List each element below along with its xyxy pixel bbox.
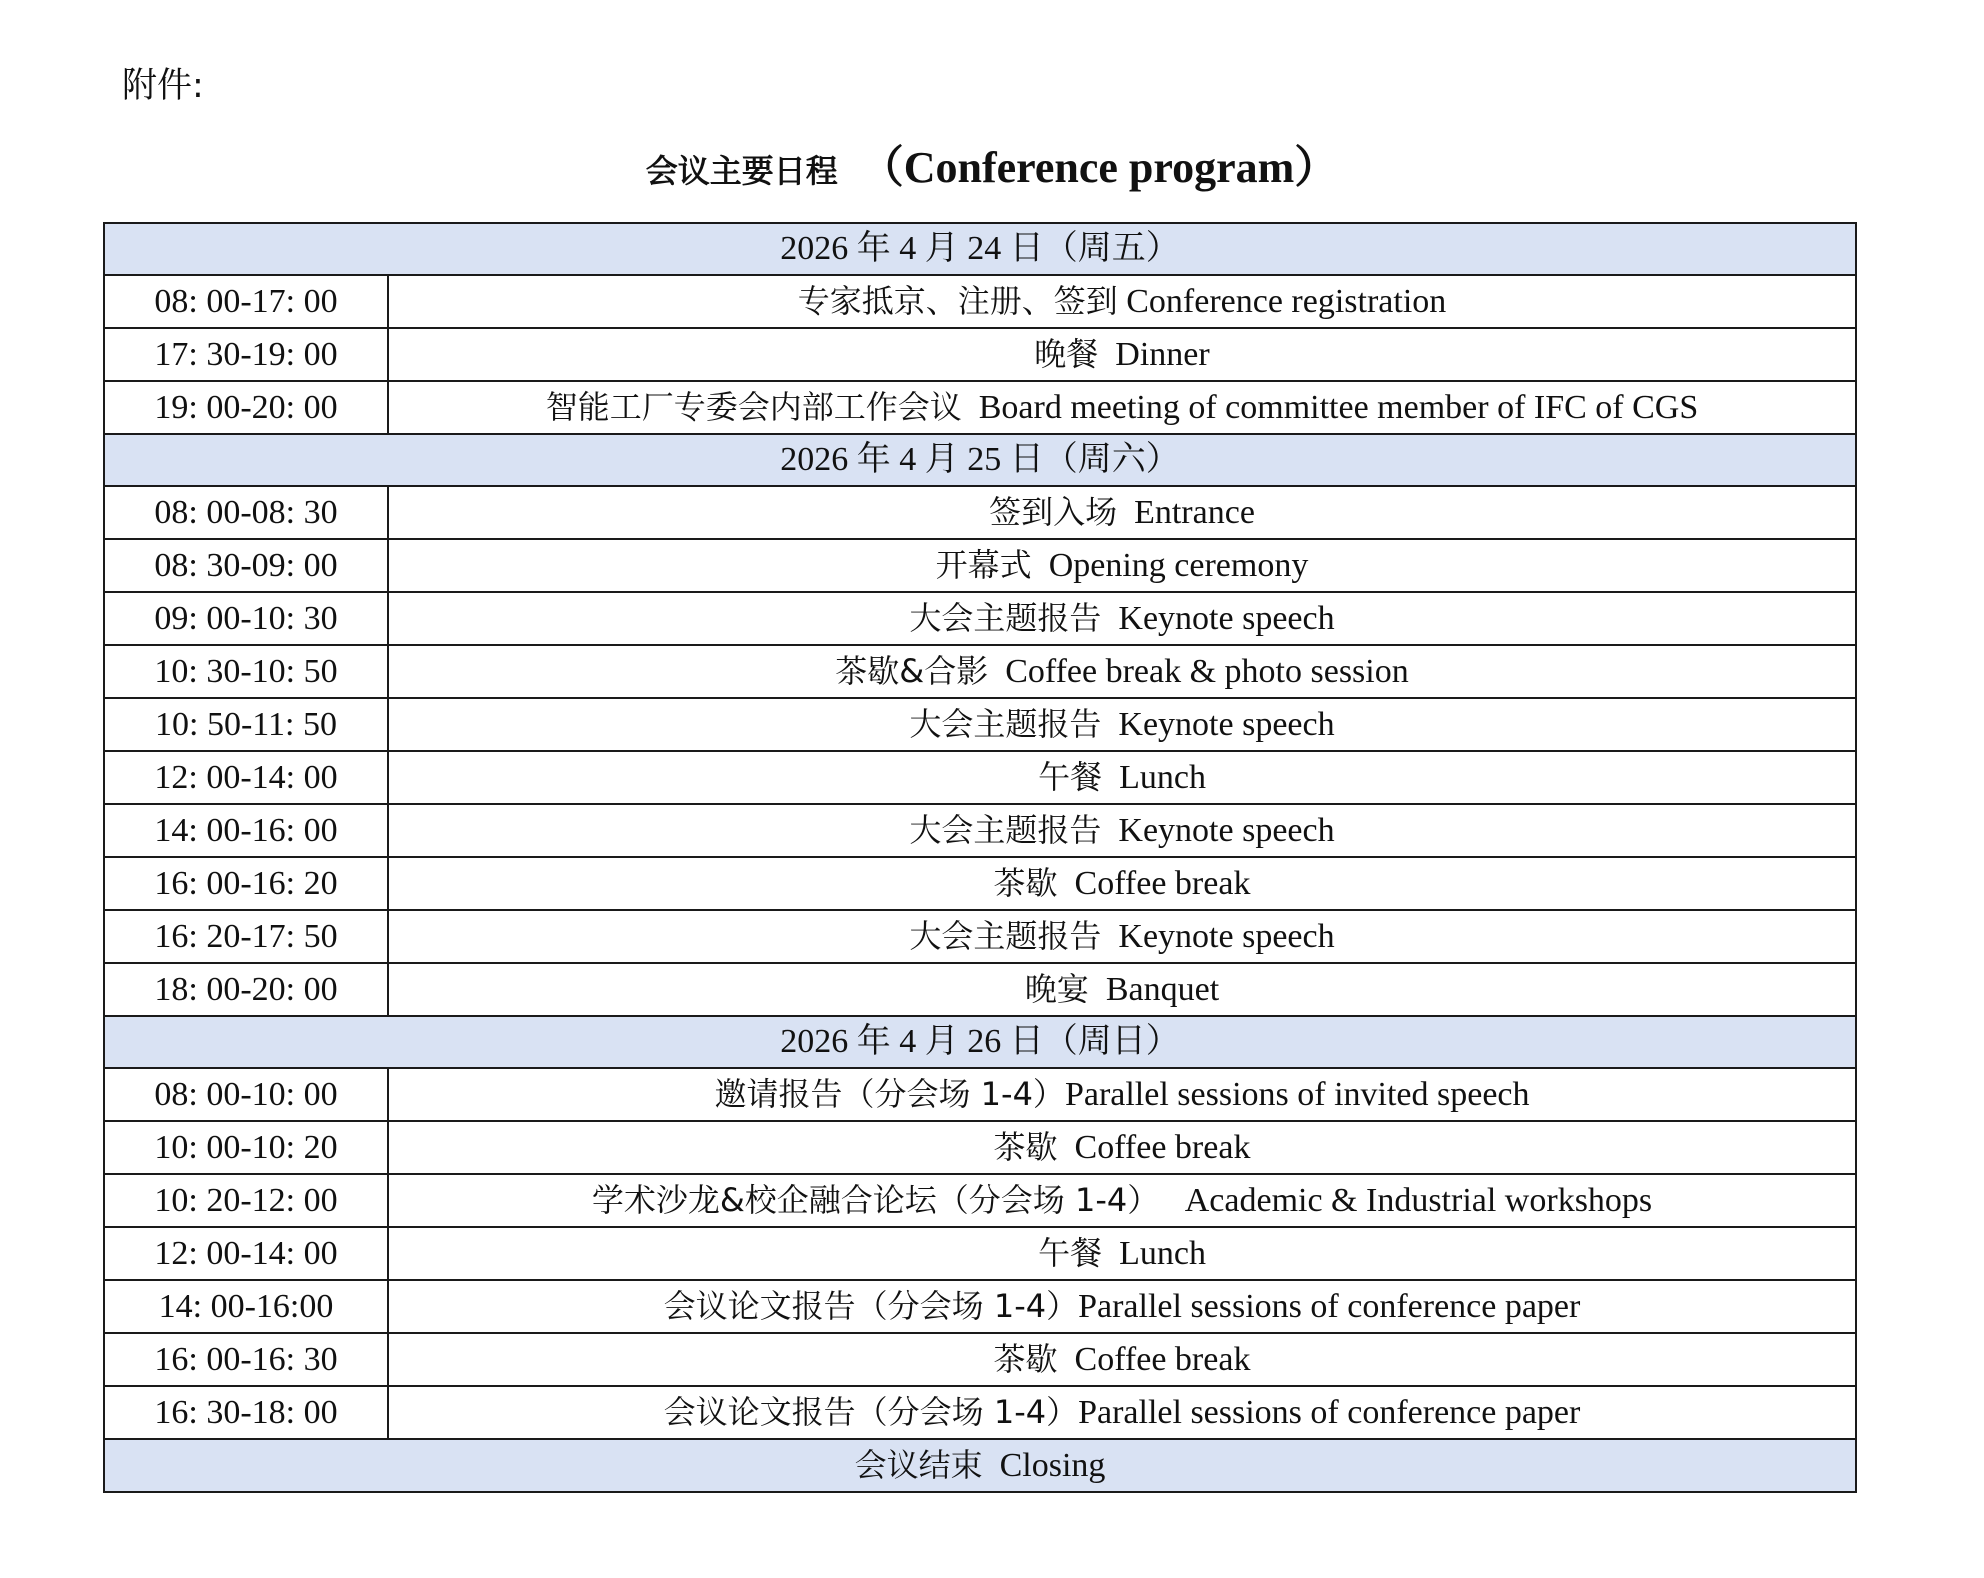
table-row	[104, 857, 1856, 910]
day-header-row	[104, 223, 1856, 275]
event-zh: 智能工厂专委会内部工作会议	[545, 388, 962, 426]
event-en: Parallel sessions of conference paper	[1078, 1288, 1581, 1325]
session-event	[388, 645, 1856, 698]
table-row	[104, 1121, 1856, 1174]
session-event	[388, 1227, 1856, 1280]
session-event	[388, 1386, 1856, 1439]
event-zh: 大会主题报告	[909, 705, 1102, 743]
session-time: 08: 00-10: 00	[104, 1068, 388, 1121]
event-en: Lunch	[1119, 1235, 1206, 1272]
event-en: Opening ceremony	[1048, 547, 1309, 584]
page-title	[0, 136, 1984, 203]
session-event	[388, 1280, 1856, 1333]
event-en: Banquet	[1105, 971, 1220, 1008]
session-event	[388, 910, 1856, 963]
table-row	[104, 275, 1856, 328]
event-en: Keynote speech	[1118, 600, 1335, 637]
table-row	[104, 1280, 1856, 1333]
event-en: Coffee break	[1074, 865, 1251, 902]
event-en: Coffee break	[1074, 1129, 1251, 1166]
table-row	[104, 1068, 1856, 1121]
session-time: 08: 00-17: 00	[104, 275, 388, 328]
event-zh: 签到入场	[989, 493, 1118, 531]
event-zh: 茶歇	[993, 864, 1058, 902]
event-en: Dinner	[1115, 336, 1210, 373]
attachment-label: 附件:	[122, 66, 204, 106]
session-time: 19: 00-20: 00	[104, 381, 388, 434]
session-event	[388, 1121, 1856, 1174]
session-time: 16: 00-16: 30	[104, 1333, 388, 1386]
closing-zh: 会议结束	[854, 1446, 983, 1484]
event-en: Coffee break	[1074, 1341, 1251, 1378]
session-event	[388, 1174, 1856, 1227]
day-date: 2026 年 4 月 24 日（周五）	[104, 223, 1856, 275]
table-row	[104, 381, 1856, 434]
event-en: Entrance	[1134, 494, 1255, 531]
session-event	[388, 592, 1856, 645]
table-row	[104, 910, 1856, 963]
session-event	[388, 381, 1856, 434]
session-time: 17: 30-19: 00	[104, 328, 388, 381]
event-zh: 午餐	[1038, 758, 1103, 796]
table-row	[104, 328, 1856, 381]
event-zh: 大会主题报告	[909, 811, 1102, 849]
session-time: 10: 30-10: 50	[104, 645, 388, 698]
program-table-body	[104, 223, 1856, 1492]
session-time: 08: 00-08: 30	[104, 486, 388, 539]
session-event	[388, 1068, 1856, 1121]
event-en: Board meeting of committee member of IFC of CGS	[978, 389, 1699, 426]
event-zh: 晚宴	[1024, 970, 1089, 1008]
session-time: 10: 50-11: 50	[104, 698, 388, 751]
session-time: 14: 00-16:00	[104, 1280, 388, 1333]
event-en: Parallel sessions of conference paper	[1078, 1394, 1581, 1431]
session-time: 16: 30-18: 00	[104, 1386, 388, 1439]
table-row	[104, 1227, 1856, 1280]
event-zh: 会议论文报告（分会场 1-4）	[663, 1393, 1079, 1431]
event-zh: 大会主题报告	[909, 599, 1102, 637]
event-zh: 午餐	[1038, 1234, 1103, 1272]
event-zh: 学术沙龙&校企融合论坛（分会场 1-4）	[591, 1181, 1160, 1219]
table-row	[104, 1174, 1856, 1227]
page-title-en: （Conference program）	[859, 143, 1339, 192]
program-table	[103, 222, 1857, 1493]
event-zh: 会议论文报告（分会场 1-4）	[663, 1287, 1079, 1325]
table-row	[104, 804, 1856, 857]
event-en: Parallel sessions of invited speech	[1064, 1076, 1530, 1113]
day-header-row	[104, 1016, 1856, 1068]
event-en: Lunch	[1119, 759, 1206, 796]
session-event	[388, 751, 1856, 804]
closing-row	[104, 1439, 1856, 1492]
session-event	[388, 804, 1856, 857]
event-zh: 茶歇	[993, 1340, 1058, 1378]
table-row	[104, 592, 1856, 645]
event-en: Academic & Industrial workshops	[1184, 1182, 1653, 1219]
event-zh: 大会主题报告	[909, 917, 1102, 955]
session-time: 09: 00-10: 30	[104, 592, 388, 645]
closing-en: Closing	[999, 1447, 1106, 1484]
session-event	[388, 857, 1856, 910]
session-time: 10: 20-12: 00	[104, 1174, 388, 1227]
event-en: Coffee break & photo session	[1005, 653, 1409, 690]
event-zh: 专家抵京、注册、签到	[797, 282, 1118, 320]
table-row	[104, 645, 1856, 698]
session-event	[388, 275, 1856, 328]
session-event	[388, 328, 1856, 381]
session-time: 18: 00-20: 00	[104, 963, 388, 1016]
session-event	[388, 698, 1856, 751]
session-event	[388, 539, 1856, 592]
session-event	[388, 486, 1856, 539]
session-event	[388, 1333, 1856, 1386]
table-row	[104, 539, 1856, 592]
table-row	[104, 698, 1856, 751]
event-en: Keynote speech	[1118, 706, 1335, 743]
table-row	[104, 1333, 1856, 1386]
event-zh: 晚餐	[1034, 335, 1099, 373]
session-time: 16: 20-17: 50	[104, 910, 388, 963]
day-header-row	[104, 434, 1856, 486]
table-row	[104, 963, 1856, 1016]
page-title-zh: 会议主要日程	[645, 152, 838, 190]
table-row	[104, 751, 1856, 804]
session-time: 12: 00-14: 00	[104, 1227, 388, 1280]
session-time: 10: 00-10: 20	[104, 1121, 388, 1174]
day-date: 2026 年 4 月 26 日（周日）	[104, 1016, 1856, 1068]
session-time: 12: 00-14: 00	[104, 751, 388, 804]
event-zh: 开幕式	[935, 546, 1032, 584]
table-row	[104, 486, 1856, 539]
event-zh: 茶歇	[993, 1128, 1058, 1166]
closing-cell	[104, 1439, 1856, 1492]
event-en: Conference registration	[1126, 283, 1447, 320]
event-en: Keynote speech	[1118, 918, 1335, 955]
session-time: 08: 30-09: 00	[104, 539, 388, 592]
session-time: 16: 00-16: 20	[104, 857, 388, 910]
day-date: 2026 年 4 月 25 日（周六）	[104, 434, 1856, 486]
table-row	[104, 1386, 1856, 1439]
session-event	[388, 963, 1856, 1016]
event-zh: 茶歇&合影	[835, 652, 989, 690]
event-zh: 邀请报告（分会场 1-4）	[714, 1075, 1065, 1113]
session-time: 14: 00-16: 00	[104, 804, 388, 857]
event-en: Keynote speech	[1118, 812, 1335, 849]
